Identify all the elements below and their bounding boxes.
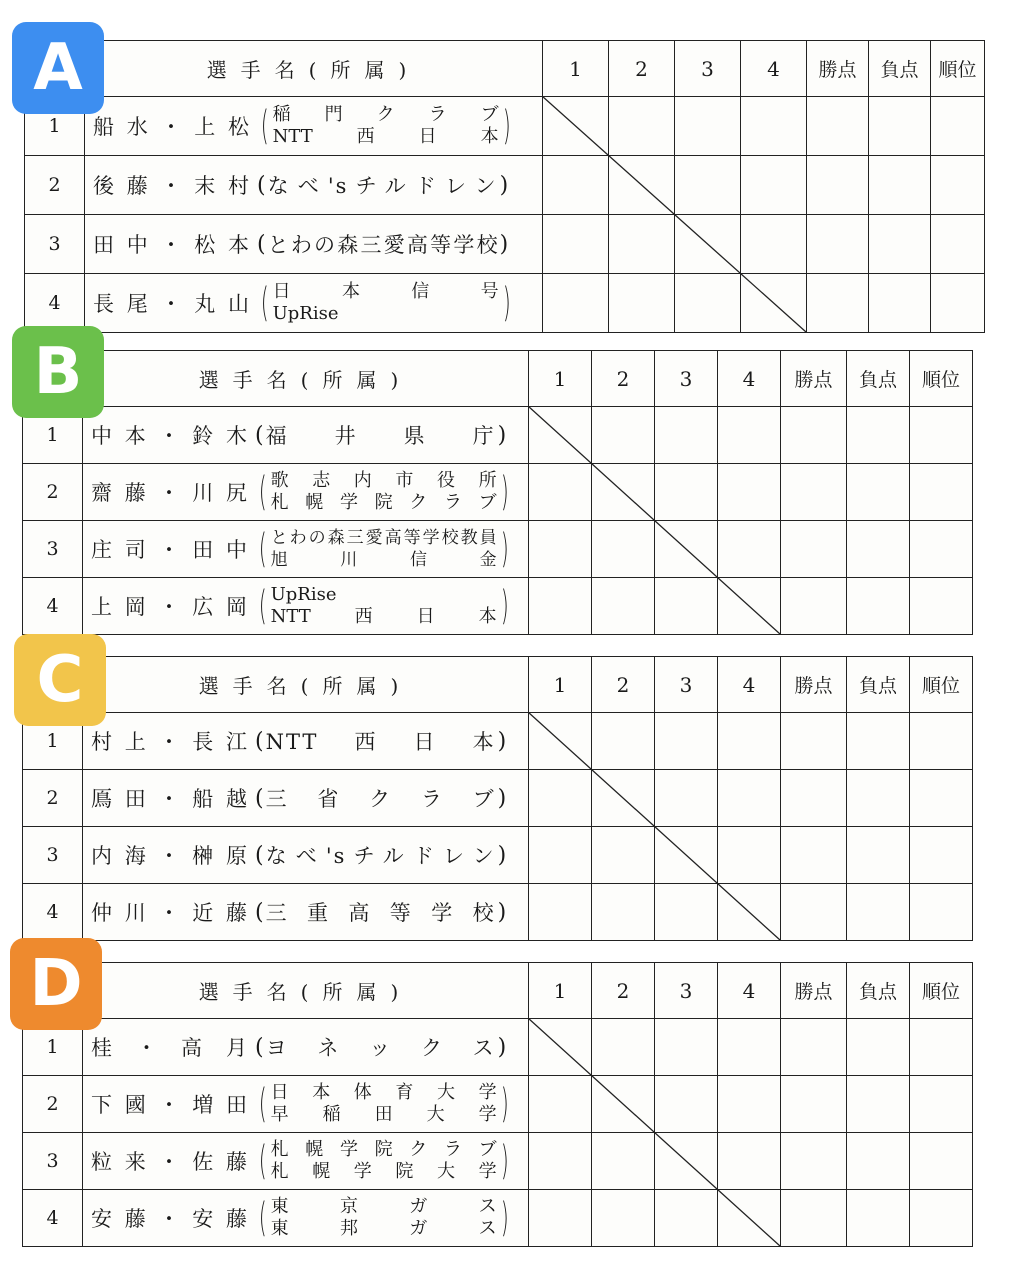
loss-points-header: 負点 bbox=[869, 41, 931, 97]
affiliation: 福井県庁 bbox=[265, 424, 496, 448]
player-cell bbox=[85, 156, 543, 215]
match-col-2: 2 bbox=[592, 963, 655, 1019]
win-points-cell bbox=[781, 521, 847, 578]
score-cell bbox=[741, 215, 807, 274]
player-name: 下國・増田 bbox=[91, 1093, 251, 1117]
rank-header: 順位 bbox=[910, 351, 973, 407]
rank-cell bbox=[931, 97, 985, 156]
score-cell bbox=[718, 407, 781, 464]
score-cell bbox=[655, 521, 718, 578]
rank-cell bbox=[910, 770, 973, 827]
rank-cell bbox=[910, 1133, 973, 1190]
score-cell bbox=[655, 1076, 718, 1133]
win-points-cell bbox=[807, 215, 869, 274]
affiliation: なべ'sチルドレン bbox=[267, 174, 498, 198]
row-number: 1 bbox=[23, 1019, 83, 1076]
affiliation bbox=[271, 527, 497, 571]
player-name: 船水・上松 bbox=[93, 115, 253, 139]
score-cell bbox=[592, 884, 655, 941]
loss-points-cell bbox=[847, 713, 910, 770]
group-c-table bbox=[22, 656, 973, 941]
affiliation bbox=[271, 584, 497, 628]
score-cell bbox=[529, 1076, 592, 1133]
affiliation-line: 札幌学院クラブ bbox=[270, 1139, 497, 1160]
score-cell bbox=[718, 713, 781, 770]
loss-points-cell bbox=[847, 464, 910, 521]
score-cell bbox=[718, 1133, 781, 1190]
paren-close-icon: ) bbox=[502, 103, 511, 149]
affiliation: NTT西日本 bbox=[265, 730, 496, 754]
row-number: 3 bbox=[23, 1133, 83, 1190]
score-cell bbox=[655, 1019, 718, 1076]
score-cell bbox=[675, 215, 741, 274]
score-cell bbox=[741, 274, 807, 333]
player-name: 中本・鈴木 bbox=[91, 424, 251, 448]
table-row bbox=[23, 1019, 973, 1076]
table-row bbox=[23, 770, 973, 827]
win-points-cell bbox=[807, 156, 869, 215]
table-row bbox=[23, 1076, 973, 1133]
row-number: 1 bbox=[23, 407, 83, 464]
player-name: 上岡・広岡 bbox=[91, 595, 251, 619]
score-cell bbox=[592, 1133, 655, 1190]
player-name: 庄司・田中 bbox=[91, 538, 251, 562]
loss-points-cell bbox=[847, 521, 910, 578]
score-cell bbox=[675, 97, 741, 156]
score-cell bbox=[718, 1076, 781, 1133]
rank-cell bbox=[910, 827, 973, 884]
score-cell bbox=[529, 464, 592, 521]
score-cell bbox=[741, 156, 807, 215]
row-number: 2 bbox=[23, 464, 83, 521]
rank-header: 順位 bbox=[910, 963, 973, 1019]
affiliation: なべ'sチルドレン bbox=[265, 844, 496, 868]
paren-close-icon: ) bbox=[497, 728, 507, 754]
score-cell bbox=[543, 97, 609, 156]
player-cell bbox=[83, 464, 529, 521]
score-cell bbox=[529, 770, 592, 827]
player-cell bbox=[83, 1019, 529, 1076]
score-cell bbox=[655, 407, 718, 464]
table-row bbox=[23, 884, 973, 941]
win-points-cell bbox=[781, 1019, 847, 1076]
score-cell bbox=[529, 713, 592, 770]
loss-points-cell bbox=[847, 884, 910, 941]
table-row bbox=[23, 1133, 973, 1190]
paren-open-icon: ( bbox=[255, 422, 264, 448]
group-b-table bbox=[22, 350, 973, 635]
player-col-header: 選手名(所属) bbox=[83, 963, 529, 1019]
affiliation-line: 日本体育大学 bbox=[270, 1082, 497, 1103]
paren-open-icon: ( bbox=[260, 280, 269, 326]
row-number: 2 bbox=[23, 1076, 83, 1133]
group-b-badge: B bbox=[12, 326, 104, 418]
loss-points-header: 負点 bbox=[847, 351, 910, 407]
paren-close-icon: ) bbox=[500, 583, 509, 629]
score-cell bbox=[718, 1019, 781, 1076]
win-points-cell bbox=[781, 1076, 847, 1133]
rank-cell bbox=[931, 156, 985, 215]
paren-open-icon: ( bbox=[258, 1081, 267, 1127]
affiliation bbox=[273, 281, 499, 325]
player-name: 内海・榊原 bbox=[91, 844, 251, 868]
row-number: 4 bbox=[23, 578, 83, 635]
affiliation bbox=[273, 104, 499, 148]
win-points-cell bbox=[781, 578, 847, 635]
paren-close-icon: ) bbox=[500, 1081, 509, 1127]
loss-points-cell bbox=[847, 578, 910, 635]
match-col-1: 1 bbox=[529, 963, 592, 1019]
win-points-header: 勝点 bbox=[781, 963, 847, 1019]
win-points-cell bbox=[781, 407, 847, 464]
score-cell bbox=[592, 464, 655, 521]
rank-cell bbox=[910, 1190, 973, 1247]
player-name: 鳫田・船越 bbox=[91, 787, 251, 811]
score-cell bbox=[718, 464, 781, 521]
match-col-1: 1 bbox=[529, 657, 592, 713]
rank-cell bbox=[910, 1019, 973, 1076]
win-points-cell bbox=[807, 97, 869, 156]
affiliation-line: 早稲田大学 bbox=[270, 1104, 497, 1125]
match-col-3: 3 bbox=[675, 41, 741, 97]
loss-points-cell bbox=[869, 97, 931, 156]
row-number: 3 bbox=[23, 827, 83, 884]
row-number: 4 bbox=[23, 1190, 83, 1247]
paren-open-icon: ( bbox=[255, 785, 264, 811]
paren-open-icon: ( bbox=[258, 1138, 267, 1184]
table-row bbox=[23, 827, 973, 884]
affiliation-line: 東京ガス bbox=[270, 1196, 497, 1217]
rank-cell bbox=[931, 274, 985, 333]
player-name: 桂・高月 bbox=[91, 1036, 251, 1060]
loss-points-cell bbox=[847, 770, 910, 827]
score-cell bbox=[609, 274, 675, 333]
paren-close-icon: ) bbox=[500, 526, 509, 572]
paren-open-icon: ( bbox=[258, 1195, 267, 1241]
score-cell bbox=[543, 215, 609, 274]
match-col-1: 1 bbox=[543, 41, 609, 97]
affiliation: ヨネックス bbox=[265, 1036, 496, 1060]
group-a-table bbox=[24, 40, 985, 333]
player-name: 仲川・近藤 bbox=[91, 901, 251, 925]
player-cell bbox=[83, 770, 529, 827]
win-points-header: 勝点 bbox=[807, 41, 869, 97]
score-cell bbox=[529, 827, 592, 884]
affiliation bbox=[271, 1139, 497, 1183]
loss-points-cell bbox=[847, 1133, 910, 1190]
score-cell bbox=[529, 1019, 592, 1076]
paren-close-icon: ) bbox=[497, 899, 507, 925]
score-cell bbox=[543, 156, 609, 215]
paren-close-icon: ) bbox=[500, 1138, 509, 1184]
score-cell bbox=[592, 1190, 655, 1247]
affiliation-line: 稲門クラブ bbox=[272, 104, 499, 125]
affiliation-line: とわの森三愛高等学校教員 bbox=[270, 528, 497, 548]
player-cell bbox=[83, 521, 529, 578]
score-cell bbox=[655, 464, 718, 521]
paren-open-icon: ( bbox=[260, 103, 269, 149]
affiliation bbox=[271, 1196, 497, 1240]
paren-close-icon: ) bbox=[499, 231, 509, 257]
player-cell bbox=[85, 215, 543, 274]
score-cell bbox=[675, 156, 741, 215]
affiliation-line: NTT西日本 bbox=[272, 126, 499, 147]
affiliation: 三重高等学校 bbox=[265, 901, 496, 925]
table-row bbox=[23, 464, 973, 521]
win-points-cell bbox=[781, 1133, 847, 1190]
score-cell bbox=[592, 578, 655, 635]
row-number: 1 bbox=[23, 713, 83, 770]
affiliation-line: 歌志内市役所 bbox=[270, 470, 497, 491]
score-cell bbox=[529, 521, 592, 578]
affiliation-line: 旭川信金 bbox=[270, 550, 497, 570]
match-col-2: 2 bbox=[592, 351, 655, 407]
row-number: 4 bbox=[23, 884, 83, 941]
win-points-cell bbox=[781, 884, 847, 941]
table-row bbox=[23, 521, 973, 578]
paren-close-icon: ) bbox=[497, 785, 507, 811]
rank-cell bbox=[910, 884, 973, 941]
rank-header: 順位 bbox=[910, 657, 973, 713]
affiliation-line: 札幌学院大学 bbox=[270, 1161, 497, 1182]
row-number: 2 bbox=[25, 156, 85, 215]
score-cell bbox=[609, 215, 675, 274]
row-number: 1 bbox=[25, 97, 85, 156]
player-col-header: 選手名(所属) bbox=[83, 657, 529, 713]
rank-cell bbox=[910, 464, 973, 521]
table-row bbox=[23, 713, 973, 770]
affiliation: 三省クラブ bbox=[265, 787, 496, 811]
score-cell bbox=[718, 884, 781, 941]
score-cell bbox=[529, 407, 592, 464]
score-cell bbox=[543, 274, 609, 333]
score-cell bbox=[609, 156, 675, 215]
score-cell bbox=[592, 713, 655, 770]
affiliation-line: 札幌学院クラブ bbox=[270, 492, 497, 513]
paren-close-icon: ) bbox=[497, 422, 507, 448]
win-points-cell bbox=[781, 770, 847, 827]
paren-open-icon: ( bbox=[257, 172, 266, 198]
score-cell bbox=[529, 1133, 592, 1190]
score-cell bbox=[718, 1190, 781, 1247]
loss-points-cell bbox=[847, 1019, 910, 1076]
paren-open-icon: ( bbox=[258, 469, 267, 515]
score-cell bbox=[655, 1133, 718, 1190]
loss-points-header: 負点 bbox=[847, 963, 910, 1019]
match-col-2: 2 bbox=[609, 41, 675, 97]
table-row bbox=[23, 407, 973, 464]
loss-points-header: 負点 bbox=[847, 657, 910, 713]
player-name: 長尾・丸山 bbox=[93, 292, 253, 316]
match-col-4: 4 bbox=[718, 657, 781, 713]
affiliation-line: 東邦ガス bbox=[270, 1218, 497, 1239]
rank-cell bbox=[910, 713, 973, 770]
table-row bbox=[23, 1190, 973, 1247]
rank-cell bbox=[910, 407, 973, 464]
paren-open-icon: ( bbox=[258, 583, 267, 629]
paren-close-icon: ) bbox=[499, 172, 509, 198]
win-points-cell bbox=[781, 1190, 847, 1247]
match-col-4: 4 bbox=[741, 41, 807, 97]
loss-points-cell bbox=[869, 156, 931, 215]
player-cell bbox=[85, 97, 543, 156]
player-name: 齋藤・川尻 bbox=[91, 481, 251, 505]
affiliation: とわの森三愛高等学校 bbox=[267, 233, 498, 257]
loss-points-cell bbox=[847, 1190, 910, 1247]
win-points-cell bbox=[781, 464, 847, 521]
loss-points-cell bbox=[869, 215, 931, 274]
score-cell bbox=[592, 407, 655, 464]
row-number: 2 bbox=[23, 770, 83, 827]
match-col-3: 3 bbox=[655, 657, 718, 713]
score-cell bbox=[655, 827, 718, 884]
match-col-2: 2 bbox=[592, 657, 655, 713]
paren-open-icon: ( bbox=[258, 526, 267, 572]
table-row bbox=[25, 215, 985, 274]
row-number: 3 bbox=[25, 215, 85, 274]
row-number: 3 bbox=[23, 521, 83, 578]
paren-close-icon: ) bbox=[497, 842, 507, 868]
score-cell bbox=[592, 1019, 655, 1076]
score-cell bbox=[718, 521, 781, 578]
match-col-3: 3 bbox=[655, 963, 718, 1019]
player-cell bbox=[83, 1133, 529, 1190]
match-col-4: 4 bbox=[718, 963, 781, 1019]
score-cell bbox=[529, 1190, 592, 1247]
player-name: 後藤・末村 bbox=[93, 174, 253, 198]
paren-close-icon: ) bbox=[500, 469, 509, 515]
affiliation-line: UpRise bbox=[270, 584, 337, 605]
affiliation-line: NTT西日本 bbox=[270, 606, 497, 627]
rank-cell bbox=[931, 215, 985, 274]
score-cell bbox=[718, 770, 781, 827]
paren-open-icon: ( bbox=[257, 231, 266, 257]
match-col-3: 3 bbox=[655, 351, 718, 407]
score-cell bbox=[592, 521, 655, 578]
player-cell bbox=[83, 884, 529, 941]
player-cell bbox=[83, 1076, 529, 1133]
affiliation bbox=[271, 470, 497, 514]
score-cell bbox=[718, 827, 781, 884]
win-points-cell bbox=[781, 827, 847, 884]
paren-open-icon: ( bbox=[255, 899, 264, 925]
score-cell bbox=[741, 97, 807, 156]
score-cell bbox=[592, 770, 655, 827]
score-cell bbox=[592, 1076, 655, 1133]
score-cell bbox=[655, 770, 718, 827]
score-cell bbox=[529, 578, 592, 635]
player-name: 村上・長江 bbox=[91, 730, 251, 754]
player-cell bbox=[83, 827, 529, 884]
table-row bbox=[25, 156, 985, 215]
group-d-badge: D bbox=[10, 938, 102, 1030]
affiliation bbox=[271, 1082, 497, 1126]
paren-close-icon: ) bbox=[502, 280, 511, 326]
win-points-cell bbox=[807, 274, 869, 333]
score-cell bbox=[655, 1190, 718, 1247]
loss-points-cell bbox=[869, 274, 931, 333]
player-cell bbox=[83, 407, 529, 464]
score-cell bbox=[592, 827, 655, 884]
row-number: 4 bbox=[25, 274, 85, 333]
rank-cell bbox=[910, 578, 973, 635]
paren-close-icon: ) bbox=[497, 1034, 507, 1060]
win-points-cell bbox=[781, 713, 847, 770]
win-points-header: 勝点 bbox=[781, 657, 847, 713]
match-col-4: 4 bbox=[718, 351, 781, 407]
affiliation-line: 日本信号 bbox=[272, 281, 499, 302]
table-row bbox=[25, 274, 985, 333]
rank-header: 順位 bbox=[931, 41, 985, 97]
rank-cell bbox=[910, 1076, 973, 1133]
paren-open-icon: ( bbox=[255, 1034, 264, 1060]
rank-cell bbox=[910, 521, 973, 578]
player-name: 安藤・安藤 bbox=[91, 1207, 251, 1231]
loss-points-cell bbox=[847, 827, 910, 884]
player-cell bbox=[85, 274, 543, 333]
player-name: 粒来・佐藤 bbox=[91, 1150, 251, 1174]
group-c-badge: C bbox=[14, 634, 106, 726]
score-cell bbox=[675, 274, 741, 333]
player-col-header: 選手名(所属) bbox=[85, 41, 543, 97]
player-cell bbox=[83, 1190, 529, 1247]
player-cell bbox=[83, 713, 529, 770]
group-a-badge: A bbox=[12, 22, 104, 114]
score-cell bbox=[655, 884, 718, 941]
table-row bbox=[25, 97, 985, 156]
player-name: 田中・松本 bbox=[93, 233, 253, 257]
score-cell bbox=[718, 578, 781, 635]
paren-open-icon: ( bbox=[255, 728, 264, 754]
group-d-table bbox=[22, 962, 973, 1247]
player-cell bbox=[83, 578, 529, 635]
paren-close-icon: ) bbox=[500, 1195, 509, 1241]
score-cell bbox=[609, 97, 675, 156]
score-cell bbox=[655, 578, 718, 635]
paren-open-icon: ( bbox=[255, 842, 264, 868]
match-col-1: 1 bbox=[529, 351, 592, 407]
win-points-header: 勝点 bbox=[781, 351, 847, 407]
table-row bbox=[23, 578, 973, 635]
score-cell bbox=[529, 884, 592, 941]
loss-points-cell bbox=[847, 1076, 910, 1133]
loss-points-cell bbox=[847, 407, 910, 464]
player-col-header: 選手名(所属) bbox=[83, 351, 529, 407]
affiliation-line: UpRise bbox=[272, 303, 339, 324]
score-cell bbox=[655, 713, 718, 770]
